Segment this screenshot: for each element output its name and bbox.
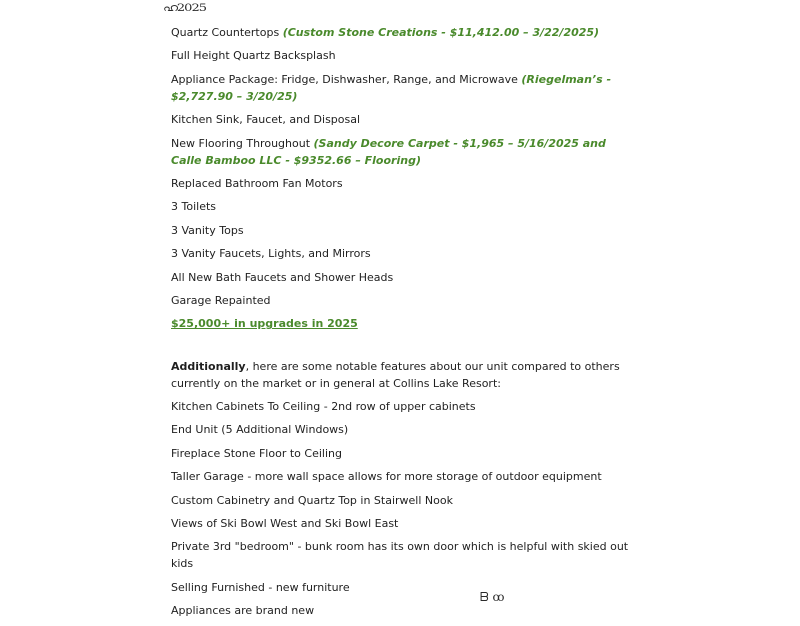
feature-item [171, 602, 631, 619]
upgrade-text: Replaced Bathroom Fan Motors [171, 176, 343, 190]
upgrade-item [171, 111, 631, 128]
feature-text: Custom Cabinetry and Quartz Top in Stairwell Nook [171, 493, 453, 507]
feature-item [171, 579, 631, 596]
upgrade-item [171, 198, 631, 215]
header-fragment: ഹ2025 [163, 2, 206, 14]
feature-text: Views of Ski Bowl West and Ski Bowl East [171, 517, 399, 531]
upgrade-item [171, 292, 631, 309]
feature-item [171, 538, 631, 572]
feature-item [171, 468, 631, 485]
upgrade-total-line [171, 315, 631, 332]
upgrade-text: 3 Toilets [171, 200, 216, 214]
document-content [171, 24, 631, 626]
feature-text: Kitchen Cabinets To Ceiling - 2nd row of upper cabinets [171, 400, 476, 414]
upgrade-text: All New Bath Faucets and Shower Heads [171, 270, 394, 284]
upgrade-item [171, 245, 631, 262]
upgrade-item [171, 47, 631, 64]
upgrade-item [171, 24, 631, 41]
upgrade-text: New Flooring Throughout [171, 136, 314, 150]
feature-text: Private 3rd "bedroom" - bunk room has its own door which is helpful with skied out kids [171, 540, 629, 571]
feature-item [171, 492, 631, 509]
upgrade-total-link[interactable]: $25,000+ in upgrades in 2025 [171, 317, 358, 331]
upgrade-item [171, 222, 631, 239]
upgrade-text: Appliance Package: Fridge, Dishwasher, Range, and Microwave [171, 72, 522, 86]
feature-text: Appliances are brand new [171, 604, 315, 618]
feature-item [171, 398, 631, 415]
additionally-text: , here are some notable features about our unit compared to others currently on the market or in general at Collins Lake Resort: [171, 359, 620, 390]
upgrade-item [171, 135, 631, 169]
feature-item [171, 515, 631, 532]
upgrade-note: (Riegelman’s - $2,727.90 – 3/20/25) [171, 72, 612, 103]
bottom-fragment: ᗷ ꝏ [480, 590, 505, 604]
feature-text: Selling Furnished - new furniture [171, 580, 350, 594]
upgrade-text: Full Height Quartz Backsplash [171, 49, 336, 63]
upgrade-item [171, 71, 631, 105]
upgrade-note: (Custom Stone Creations - $11,412.00 – 3/22/2025) [282, 26, 600, 39]
upgrade-text: Quartz Countertops [171, 26, 283, 39]
upgrade-item [171, 269, 631, 286]
feature-text: Taller Garage - more wall space allows for more storage of outdoor equipment [171, 470, 602, 484]
upgrade-text: 3 Vanity Tops [171, 223, 244, 237]
upgrade-item [171, 175, 631, 192]
feature-text: End Unit (5 Additional Windows) [171, 423, 349, 437]
additionally-lead: Additionally [171, 359, 246, 373]
upgrade-text: 3 Vanity Faucets, Lights, and Mirrors [171, 247, 371, 261]
additionally-paragraph [171, 358, 631, 392]
upgrade-note: (Sandy Decore Carpet - $1,965 – 5/16/2025 and Calle Bamboo LLC - $9352.66 – Flooring) [171, 136, 606, 167]
feature-item [171, 445, 631, 462]
upgrade-text: Garage Repainted [171, 293, 271, 307]
upgrade-text: Kitchen Sink, Faucet, and Disposal [171, 113, 361, 127]
paragraph-gap [171, 339, 631, 358]
feature-item [171, 421, 631, 438]
feature-text: Fireplace Stone Floor to Ceiling [171, 446, 342, 460]
